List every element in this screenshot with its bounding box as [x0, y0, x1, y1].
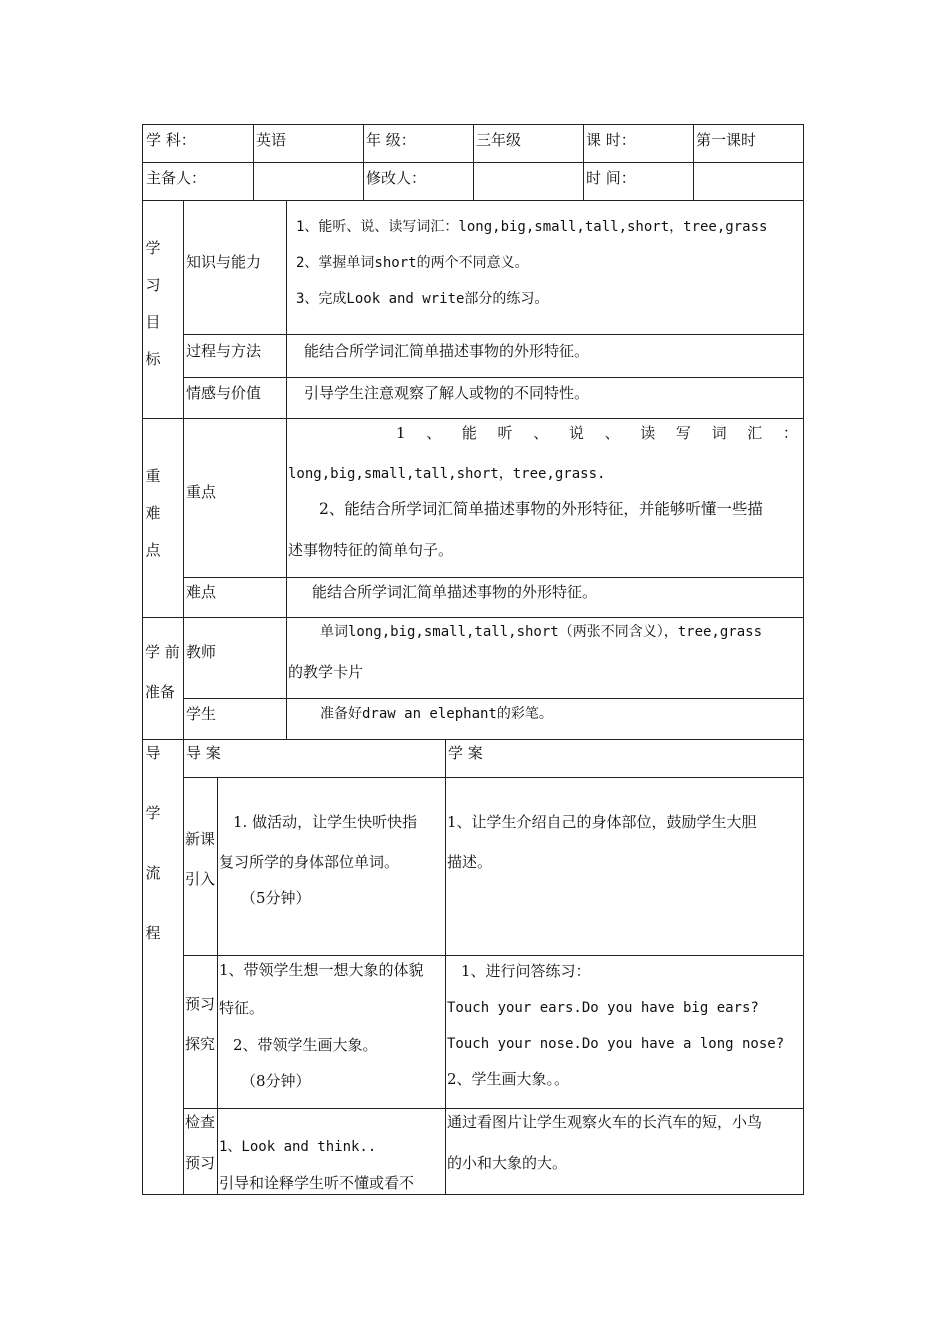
- grade-value: 三年级: [476, 131, 522, 149]
- check-study-line-1: 通过看图片让学生观察火车的长汽车的短，小鸟: [447, 1113, 763, 1131]
- key-line-3: 2、能结合所学词汇简单描述事物的外形特征，并能够听懂一些描: [319, 500, 763, 518]
- preview-study-line-1: 1、进行问答练习：: [461, 962, 591, 980]
- preview-guide-line-3: 2、带领学生画大象。: [233, 1036, 378, 1054]
- key-section-label: 重 难 点: [145, 467, 161, 559]
- check-study-line-2: 的小和大象的大。: [447, 1154, 568, 1172]
- period-label: 课 时：: [586, 131, 636, 149]
- check-guide-line-1: 1、Look and think..: [219, 1139, 377, 1155]
- study-header: 学 案: [448, 744, 483, 762]
- process-label: 过程与方法: [186, 342, 262, 360]
- emotion-text: 引导学生注意观察了解人或物的不同特性。: [304, 384, 590, 402]
- process-text: 能结合所学词汇简单描述事物的外形特征。: [304, 342, 590, 360]
- intro-label-line-2: 引入: [185, 870, 216, 888]
- preview-guide-line-2: 特征。: [219, 999, 265, 1017]
- goals-section-label: 学 习 目 标: [145, 239, 161, 368]
- subject-value: 英语: [256, 131, 287, 149]
- prep-label-line-1: 学 前: [145, 643, 180, 661]
- student-label: 学生: [186, 705, 217, 723]
- intro-study-line-2: 描述。: [447, 853, 493, 871]
- reviser-label: 修改人：: [366, 169, 427, 187]
- preview-study-line-3: Touch your nose.Do you have a long nose?: [447, 1036, 785, 1052]
- subject-label: 学 科：: [146, 131, 196, 149]
- intro-guide-line-2: 复习所学的身体部位单词。: [219, 853, 400, 871]
- preview-label-line-1: 预习: [185, 995, 216, 1013]
- intro-label-line-1: 新课: [185, 830, 216, 848]
- teacher-label: 教师: [186, 643, 217, 661]
- knowledge-label: 知识与能力: [186, 253, 262, 271]
- intro-study-line-1: 1、让学生介绍自己的身体部位，鼓励学生大胆: [447, 813, 757, 831]
- check-label-line-2: 预习: [185, 1154, 216, 1172]
- knowledge-line-1: 1、能听、说、读写词汇：long,big,small,tall,short，tree,grass: [296, 219, 768, 235]
- preview-guide-line-4: （8分钟）: [241, 1072, 311, 1090]
- knowledge-line-3: 3、完成Look and write部分的练习。: [296, 291, 549, 307]
- prep-label-line-2: 准备: [145, 683, 176, 701]
- time-label: 时 间：: [586, 169, 636, 187]
- preparer-label: 主备人：: [146, 169, 207, 187]
- difficult-text: 能结合所学词汇简单描述事物的外形特征。: [312, 583, 598, 601]
- student-text: 准备好draw an elephant的彩笔。: [320, 706, 553, 722]
- preview-label-line-2: 探究: [185, 1035, 216, 1053]
- preview-study-line-2: Touch your ears.Do you have big ears?: [447, 1000, 759, 1016]
- period-value: 第一课时: [696, 131, 757, 149]
- teacher-line-2: 的教学卡片: [288, 663, 364, 681]
- flow-section-label: 导 学 流 程: [145, 744, 161, 942]
- grade-label: 年 级：: [366, 131, 416, 149]
- key-line-1: 1 、 能 听 、 说 、 读 写 词 汇 ：: [396, 424, 798, 442]
- check-guide-line-2: 引导和诠释学生听不懂或看不: [219, 1174, 415, 1192]
- emotion-label: 情感与价值: [186, 384, 262, 402]
- intro-guide-line-1: 1. 做活动，让学生快听快指: [233, 813, 418, 831]
- knowledge-line-2: 2、掌握单词short的两个不同意义。: [296, 255, 529, 271]
- key-label: 重点: [186, 483, 217, 501]
- check-label-line-1: 检查: [185, 1113, 216, 1131]
- key-line-2: long,big,small,tall,short，tree,grass.: [288, 466, 606, 482]
- preview-study-line-4: 2、学生画大象。。: [447, 1070, 570, 1088]
- teacher-line-1: 单词long,big,small,tall,short（两张不同含义），tree,grass: [320, 624, 763, 640]
- guide-header: 导 案: [186, 744, 221, 762]
- difficult-label: 难点: [186, 583, 217, 601]
- intro-guide-line-3: （5分钟）: [241, 889, 311, 907]
- key-line-4: 述事物特征的简单句子。: [288, 541, 454, 559]
- preview-guide-line-1: 1、带领学生想一想大象的体貌: [219, 961, 424, 979]
